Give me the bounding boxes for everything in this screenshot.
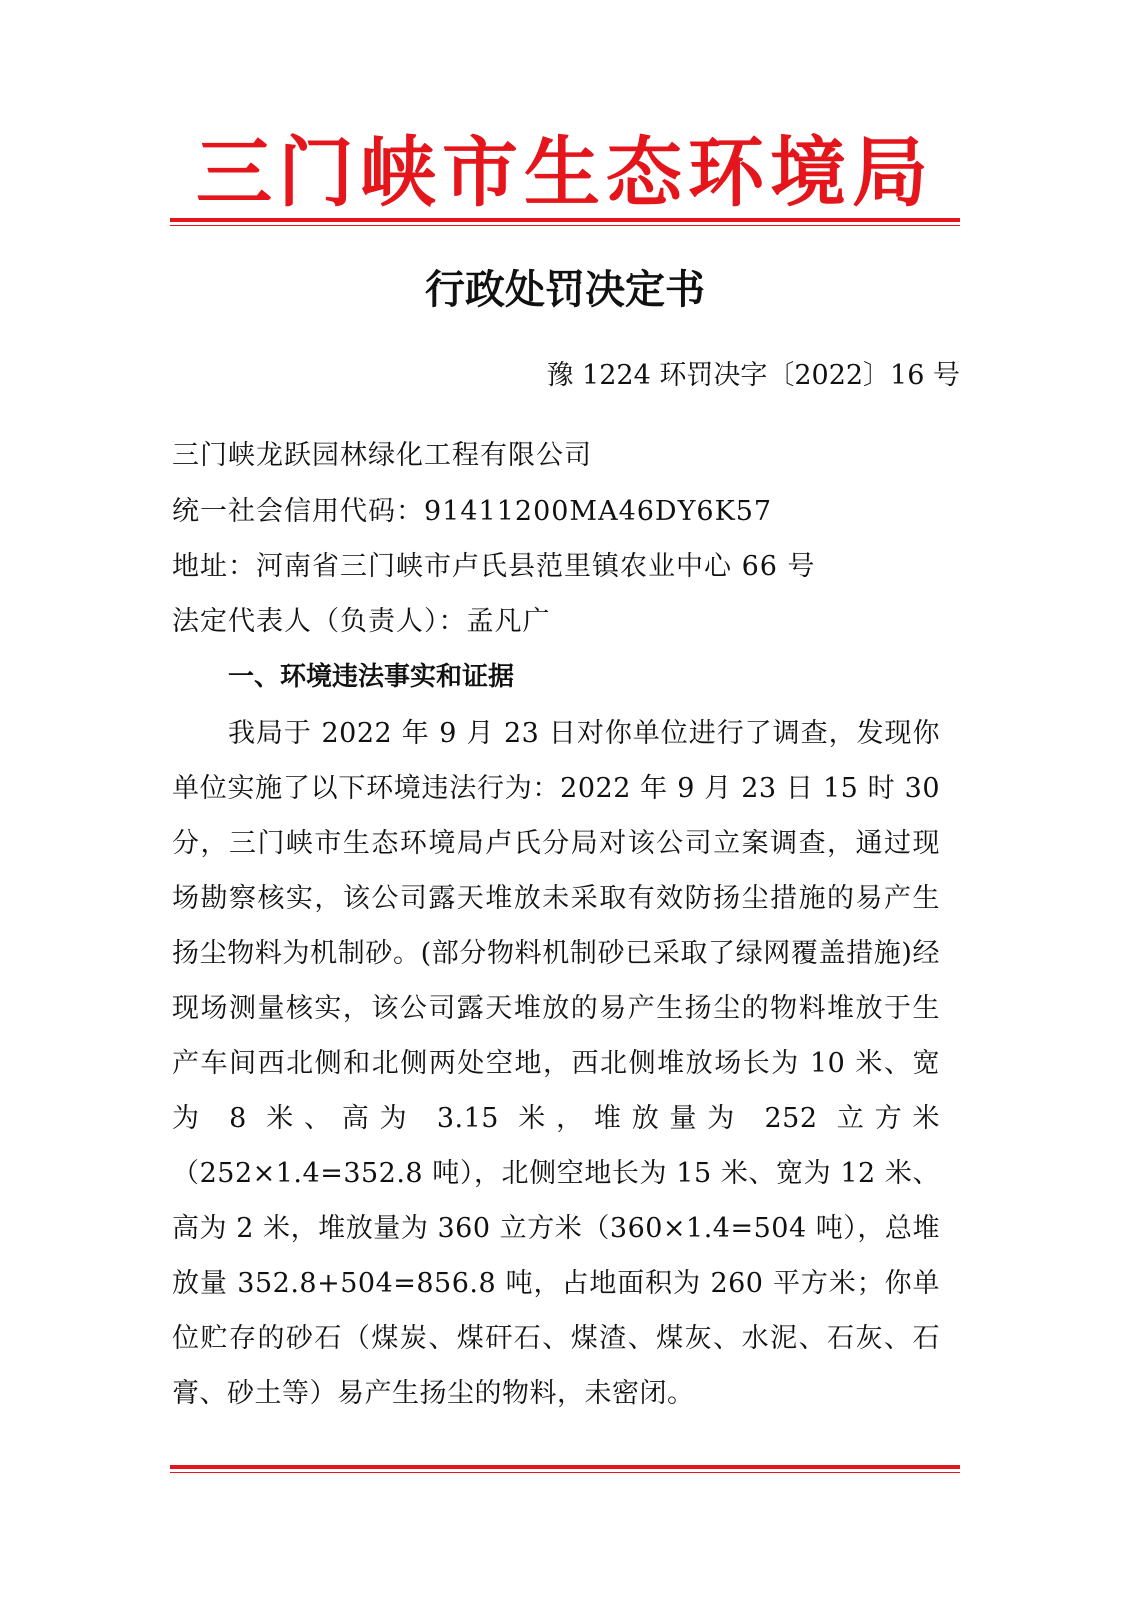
document-number: 豫 1224 环罚决字〔2022〕16 号: [546, 360, 960, 391]
section-heading-violation-facts: 一、环境违法事实和证据: [228, 662, 515, 692]
party-company-name: 三门峡龙跃园林绿化工程有限公司: [172, 440, 592, 471]
header-rule-thin-line: [170, 225, 960, 226]
header-rule-thick-line: [170, 218, 960, 222]
red-footer-rule: [170, 1465, 960, 1473]
agency-masthead: 三门峡市生态环境局: [196, 128, 934, 217]
section-body-violation-facts: 我局于 2022 年 9 月 23 日对你单位进行了调查，发现你单位实施了以下环境违法行为：2022 年 9 月 23 日 15 时 30 分，三门峡市生态环境局卢氏分局对该公司立案调查，通过现场勘察核实，该公司露天堆放未采取有效防扬尘措施的易产生扬尘物料为机制砂。(部分物料机制砂已采取了绿网覆盖措施)经现场测量核实，该公司露天堆放的易产生扬尘的物料堆放于生产车间西北侧和北侧两处空地，西北侧堆放场长为 10 米、宽为 8 米、高为 3.15 米，堆放量为 252 立方米（252×1.4=352.8 吨），北侧空地长为 15 米、宽为 12 米、高为 2 米，堆放量为 360 立方米（360×1.4=504 吨），总堆放量 352.8+504=856.8 吨，占地面积为 260 平方米；你单位贮存的砂石（煤炭、煤矸石、煤渣、煤灰、水泥、石灰、石膏、砂土等）易产生扬尘的物料，未密闭。: [172, 718, 940, 1409]
party-legal-representative: 法定代表人（负责人）：孟凡广: [172, 606, 551, 637]
footer-rule-thick-line: [170, 1465, 960, 1469]
document-title: 行政处罚决定书: [425, 266, 705, 313]
party-address: 地址：河南省三门峡市卢氏县范里镇农业中心 66 号: [172, 551, 816, 582]
red-header-rule: [170, 218, 960, 226]
party-credit-code: 统一社会信用代码：91411200MA46DY6K57: [172, 496, 773, 527]
footer-rule-thin-line: [170, 1472, 960, 1473]
